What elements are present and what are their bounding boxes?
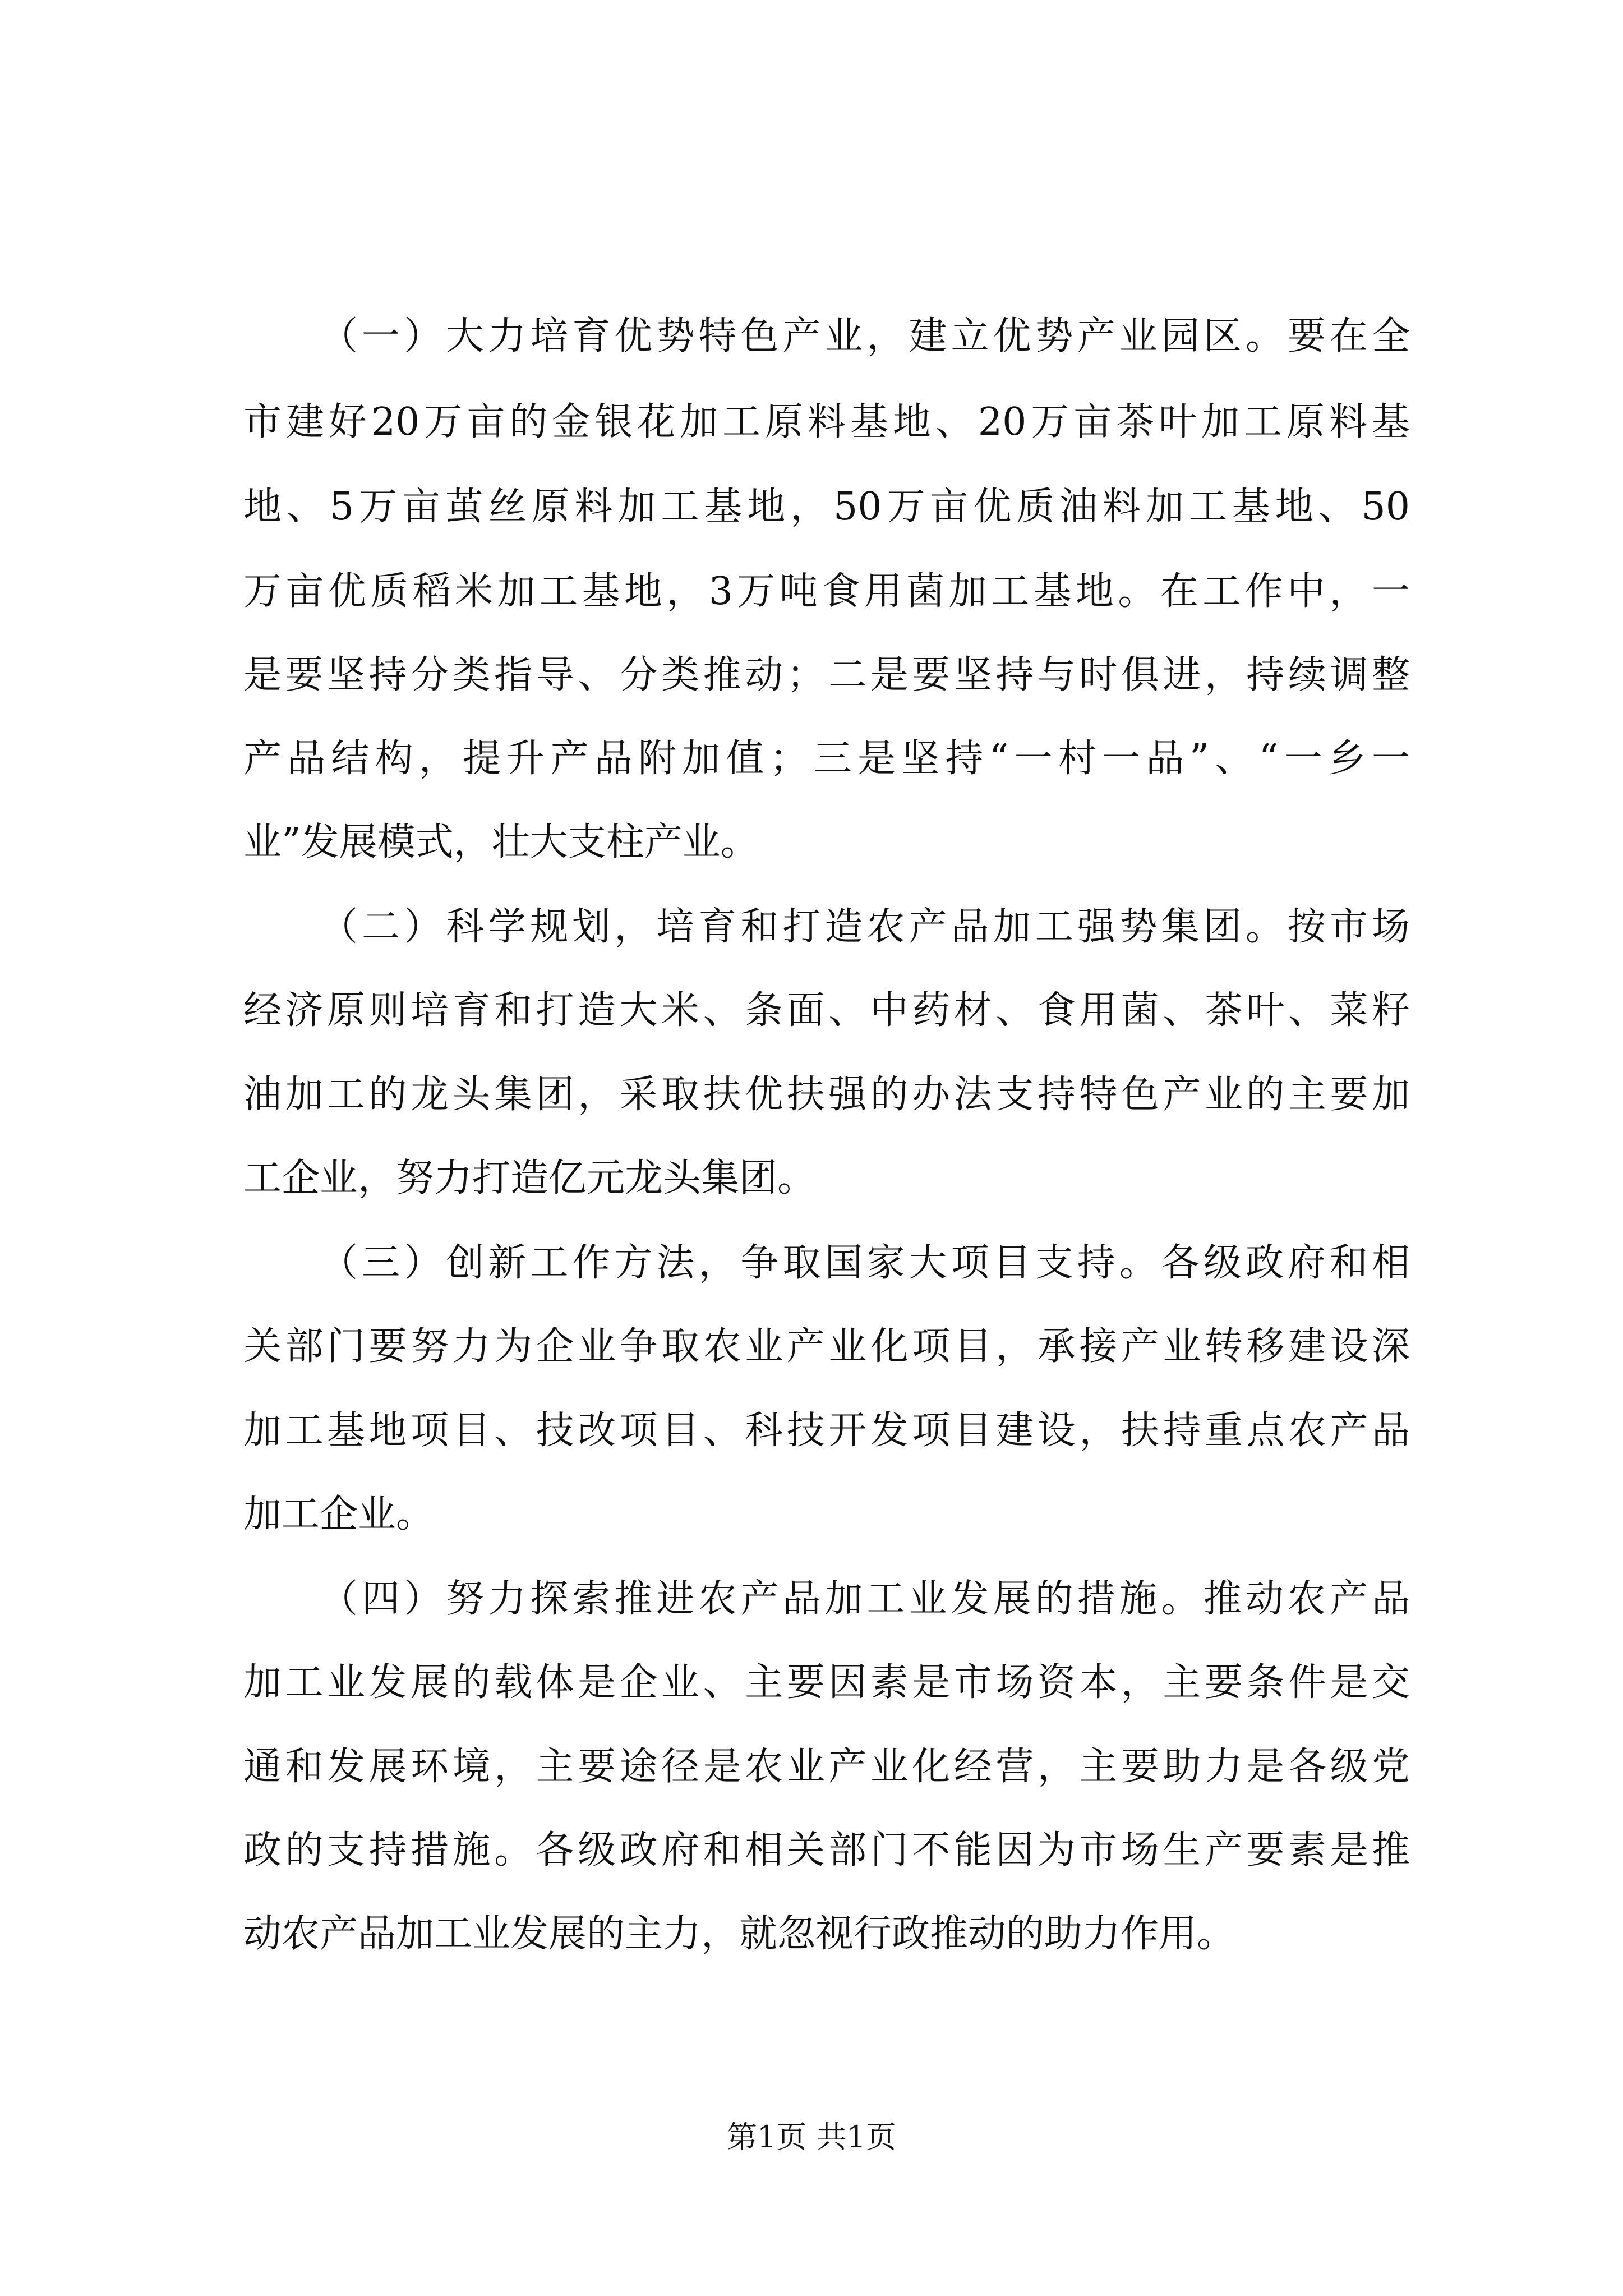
page-footer: 第1页 共1页 [727,2119,896,2155]
paragraph-1-line-2: 市建好20万亩的金银花加工原料基地、20万亩茶叶加工原料基 [243,400,1410,444]
paragraph-2-line-1: （二）科学规划，培育和打造农产品加工强势集团。按市场 [320,905,1410,949]
paragraph-4-line-5: 动农产品加工业发展的主力，就忽视行政推动的助力作用。 [243,1912,1235,1956]
paragraph-2-line-2: 经济原则培育和打造大米、条面、中药材、食用菌、茶叶、菜籽 [243,988,1410,1033]
paragraph-3-line-3: 加工基地项目、技改项目、科技开发项目建设，扶持重点农产品 [243,1409,1410,1453]
paragraph-1-line-7: 业”发展模式，壮大支柱产业。 [243,820,759,864]
paragraph-1-line-4: 万亩优质稻米加工基地，3万吨食用菌加工基地。在工作中，一 [243,569,1410,614]
paragraph-3-line-4: 加工企业。 [243,1492,435,1536]
paragraph-4-line-4: 政的支持措施。各级政府和相关部门不能因为市场生产要素是推 [243,1828,1410,1872]
paragraph-1-line-3: 地、5万亩茧丝原料加工基地，50万亩优质油料加工基地、50 [243,485,1410,529]
paragraph-4-line-2: 加工业发展的载体是企业、主要因素是市场资本，主要条件是交 [243,1660,1410,1705]
paragraph-1-line-1: （一）大力培育优势特色产业，建立优势产业园区。要在全 [320,314,1410,358]
paragraph-4-line-1: （四）努力探索推进农产品加工业发展的措施。推动农产品 [320,1577,1410,1621]
paragraph-4-line-3: 通和发展环境，主要途径是农业产业化经营，主要助力是各级党 [243,1745,1410,1789]
paragraph-2-line-3: 油加工的龙头集团，采取扶优扶强的办法支持特色产业的主要加 [243,1073,1410,1117]
paragraph-3-line-2: 关部门要努力为企业争取农业产业化项目，承接产业转移建设深 [243,1324,1410,1369]
paragraph-1-line-6: 产品结构，提升产品附加值；三是坚持“一村一品”、“一乡一 [243,737,1410,781]
paragraph-1-line-5: 是要坚持分类指导、分类推动；二是要坚持与时俱进，持续调整 [243,653,1410,697]
paragraph-3-line-1: （三）创新工作方法，争取国家大项目支持。各级政府和相 [320,1241,1410,1285]
paragraph-2-line-4: 工企业，努力打造亿元龙头集团。 [243,1156,816,1200]
